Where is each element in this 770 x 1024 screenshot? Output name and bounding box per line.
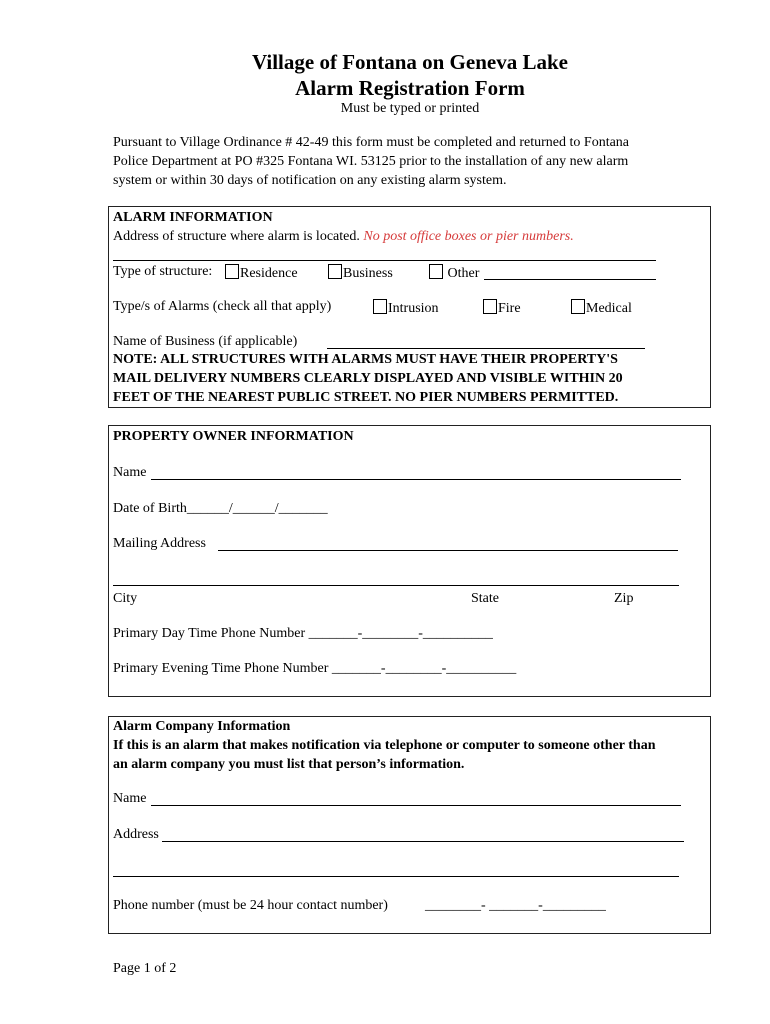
alarm-company-note-line: If this is an alarm that makes notification via telephone or computer to someone other than <box>113 738 656 753</box>
city-label: City <box>113 591 138 606</box>
intro-line: Pursuant to Village Ordinance # 42-49 this form must be completed and returned to Fontana <box>113 135 630 150</box>
intro-line: system or within 30 days of notification on any existing alarm system. <box>113 173 507 188</box>
mailing-address-label: Mailing Address <box>113 536 206 551</box>
state-label: State <box>471 591 499 606</box>
owner-name-input-line[interactable] <box>151 479 681 480</box>
evening-phone-field[interactable]: Primary Evening Time Phone Number _______-________-__________ <box>113 661 517 676</box>
structure-option-residence[interactable]: Residence <box>225 264 298 282</box>
intrusion-checkbox[interactable] <box>373 299 387 314</box>
contact-name-input-line[interactable] <box>151 805 681 806</box>
zip-label: Zip <box>614 591 634 606</box>
contact-name-label: Name <box>113 791 147 806</box>
other-input-line[interactable] <box>484 279 656 280</box>
contact-address-input-line[interactable] <box>162 841 684 842</box>
alarm-company-note-line: an alarm company you must list that person’s information. <box>113 757 465 772</box>
structure-type-label: Type of structure: <box>113 264 213 279</box>
alarm-types-label: Type/s of Alarms (check all that apply) <box>113 299 332 314</box>
business-name-label: Name of Business (if applicable) <box>113 334 298 349</box>
alarm-information-heading: ALARM INFORMATION <box>113 210 273 225</box>
other-checkbox[interactable] <box>429 264 443 279</box>
form-subtitle: Must be typed or printed <box>340 101 480 116</box>
structure-option-business[interactable]: Business <box>328 264 393 282</box>
structure-option-other[interactable]: Other <box>429 264 479 282</box>
address-label: Address of structure where alarm is located. No post office boxes or pier numbers. <box>113 229 574 244</box>
date-of-birth-field[interactable]: Date of Birth______/______/_______ <box>113 501 328 516</box>
alarm-option-medical[interactable]: Medical <box>571 299 632 317</box>
property-owner-heading: PROPERTY OWNER INFORMATION <box>113 429 354 444</box>
contact-address-label: Address <box>113 827 159 842</box>
alarm-note-line: MAIL DELIVERY NUMBERS CLEARLY DISPLAYED AND VISIBLE WITHIN 20 <box>113 371 623 386</box>
intro-line: Police Department at PO #325 Fontana WI. 53125 prior to the installation of any new alarm <box>113 154 629 169</box>
mailing-address-input-line[interactable] <box>218 550 678 551</box>
contact-phone-field[interactable]: ________- _______-_________ <box>425 898 606 913</box>
business-checkbox[interactable] <box>328 264 342 279</box>
form-title-line1: Village of Fontana on Geneva Lake <box>252 50 568 74</box>
alarm-note-line: FEET OF THE NEAREST PUBLIC STREET. NO PIER NUMBERS PERMITTED. <box>113 390 619 405</box>
contact-phone-label: Phone number (must be 24 hour contact number) <box>113 898 388 913</box>
form-title-line2: Alarm Registration Form <box>295 76 525 100</box>
alarm-option-intrusion[interactable]: Intrusion <box>373 299 439 317</box>
fire-checkbox[interactable] <box>483 299 497 314</box>
alarm-option-fire[interactable]: Fire <box>483 299 521 317</box>
residence-checkbox[interactable] <box>225 264 239 279</box>
business-name-input-line[interactable] <box>327 348 645 349</box>
address-note: No post office boxes or pier numbers. <box>363 229 574 244</box>
alarm-note-line: NOTE: ALL STRUCTURES WITH ALARMS MUST HAVE THEIR PROPERTY'S <box>113 352 618 367</box>
mailing-address-line2[interactable] <box>113 585 679 586</box>
page-number: Page 1 of 2 <box>113 961 177 976</box>
medical-checkbox[interactable] <box>571 299 585 314</box>
contact-address-line2[interactable] <box>113 876 679 877</box>
alarm-company-heading: Alarm Company Information <box>113 719 291 734</box>
address-input-line[interactable] <box>113 260 656 261</box>
property-owner-section <box>108 425 711 697</box>
day-phone-field[interactable]: Primary Day Time Phone Number _______-________-__________ <box>113 626 493 641</box>
owner-name-label: Name <box>113 465 147 480</box>
